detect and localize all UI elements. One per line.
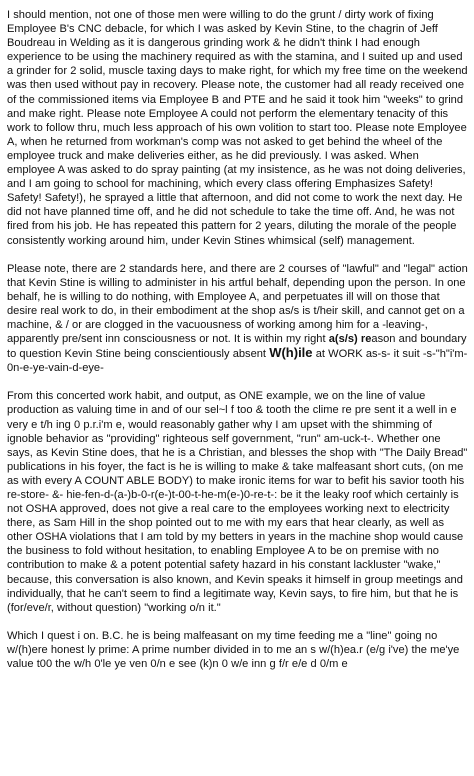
paragraph-2-text-after: at WORK as-s- it suit -s-"h"i'm-0n-e-ye-vain-d-eye-	[7, 348, 468, 375]
paragraph-2-emphasis-while: W(h)ile	[269, 345, 313, 361]
paragraph-1: I should mention, not one of those men were willing to do the grunt / dirty work of fixing Employee B's CNC debacle, for which I was asked by Kevin Stine, to the chagrin of Jeff Boudreau in Welding as it is dangerous grinding work & he didn't think I had enough experience to be using the machinery required as with the stamina, and I suited up and used a grinder for 2 solid, muscle taxing days to make right, for which my free time on the weekend was then used without pay in recovery. Please note, the customer had all ready received one of the commissioned items via Employee B and PTE and he said it took him "weeks" to grind and make right. Please note Employee A could not perform the elementary tenacity of this work to follow thru, much less approach of his own volition to start too. Please note Employee A, when he returned from workman's comp was not asked to get behind the wheel of the employee truck and make deliveries either, as he did previously. I was asked. When employee A was asked to do spray painting (at my insistence, as he was not doing deliveries, and I am going to school for machining, which every class offering Emphasizes Safety! Safety! Safety!), he sprayed a little that afternoon, and did not come to work the next day. He did not have planned time off, and he did not schedule to take the time off. And, he was not fired from his job. He has repeated this pattern for 2 years, diluting the morale of the people consistently working around him, under Kevin Stines whimsical (self) management.	[7, 9, 468, 247]
paragraph-2-text-middle: ason and boundary to question Kevin Stine being conscientiously absent	[7, 333, 467, 361]
paragraph-4: Which I quest i on. B.C. he is being malfeasant on my time feeding me a "line" going no w/(h)ere honest ly prime: A prime number divided in to me an s w/(h)ea.r (e/g i've) the me'ye value t00 the w/h 0'le ye ven 0/n e see (k)n 0 w/e inn g f/r e/e d 0/m e	[7, 629, 460, 671]
paragraph-2-text-before: Please note, there are 2 standards here, and there are 2 courses of "lawful" and "legal" action that Kevin Stine is willing to administer in his artful behalf, depending upon the person. In one behalf, he is willing to do nothing, with Employee A, and perpetuates ill will on those that desire real work to do, in their embodiment at the shop as/s is t/heir skill, and cannot get on a machine, & / or are clogged in the vacuousness of working among him for a -leaving-, apparently pre/sent inn consciousness or not. It is within my right	[7, 262, 468, 346]
paragraph-2	[7, 262, 468, 376]
paragraph-2-emphasis-reason: a(s/s) re	[328, 333, 372, 346]
paragraph-3: From this concerted work habit, and output, as ONE example, we on the line of value production as valuing time in and of our sel~l f too & tooth the clime re pre sent it a well in e very e t/h ing 0 p.r.i'm e, would reasonably gather why I am upset with the shimming of ignoble behavior as "providing" righteous self government, "run" am-uck-t-. Whether one says, as Kevin Stine does, that he is a Christian, and blesses the shop with "The Daily Bread" publications in his foyer, the fact is he is willing to make & take malfeasant short cuts, (on me as with every A COUNT ABLE BODY) to make ironic items for war to befit his savior tooth his re-store- &- hie-fen-d-(a-)b-0-r(e-)t-00-t-he-m(e-)0-re-t-: be it the leaky roof which certainly is not OSHA approved, does not give a real care to the employees working next to electricity there, as Sam Hill in the shop pointed out to me with my ears that hear clearly, as well as other OSHA violations that I am told by my betters in years in the machine shop would cause the business to fold without hesitation, to enabling Employee A to be on premise with no contribution to make & a potent potential safety hazard in his constant lackluster "wake," because, this conversation is also known, and Kevin speaks it himself in group meetings and individually, that he can't seem to find a legitimate way, Kevin says, to fire him, but that he is (for/eve/r, without question) "working o/n it."	[7, 390, 468, 614]
